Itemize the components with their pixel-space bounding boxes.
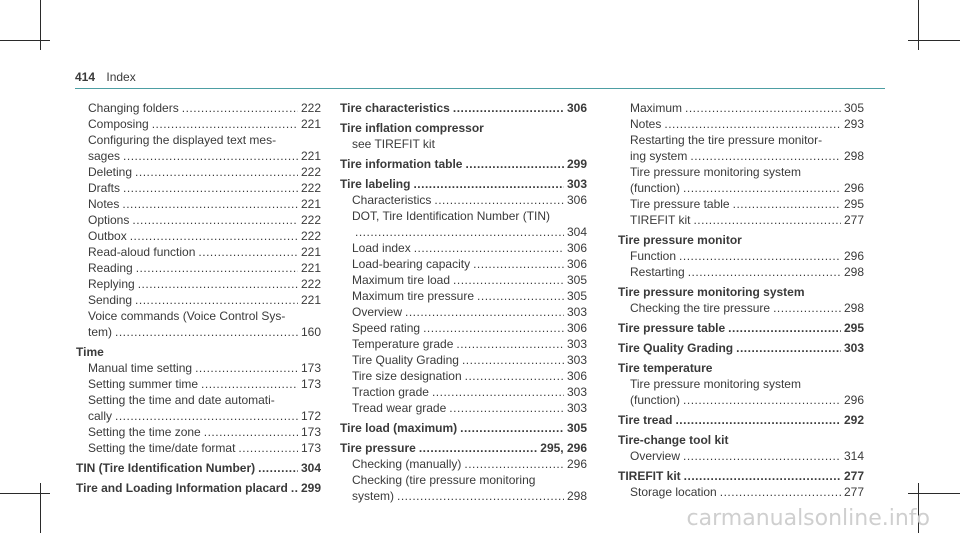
- entry-label: Tire temperature: [618, 361, 713, 375]
- entry-label: Notes: [88, 197, 120, 211]
- index-subentry: [76, 260, 321, 276]
- dot-leader: [238, 440, 298, 456]
- entry-label: Voice commands (Voice Control Sys-: [88, 309, 286, 323]
- entry-label: ing system: [630, 149, 688, 163]
- index-column-3: [618, 100, 864, 500]
- crop-mark: [908, 493, 960, 494]
- index-heading: [618, 320, 864, 336]
- page-reference: 222: [300, 277, 321, 291]
- index-subentry: [340, 400, 587, 416]
- dot-leader: [405, 304, 564, 320]
- dot-leader: [675, 412, 841, 428]
- page-reference: 173: [300, 361, 321, 375]
- index-subentry: [340, 488, 587, 504]
- entry-label: Load-bearing capacity: [352, 257, 471, 271]
- index-heading: [76, 460, 321, 476]
- page-reference: 277: [843, 469, 864, 483]
- dot-leader: [258, 460, 298, 476]
- entry-label: Setting the time zone: [88, 425, 201, 439]
- entry-label: Time: [76, 345, 104, 359]
- page-reference: 222: [300, 165, 321, 179]
- dot-leader: [456, 336, 564, 352]
- page-reference: 296: [843, 249, 864, 263]
- entry-label: Composing: [88, 117, 149, 131]
- entry-label: Temperature grade: [352, 337, 454, 351]
- index-subentry: [76, 324, 321, 340]
- page-reference: 305: [566, 273, 587, 287]
- crop-mark: [0, 493, 50, 494]
- page-reference: 173: [300, 441, 321, 455]
- dot-leader: [135, 292, 298, 308]
- page-reference: 306: [566, 101, 587, 115]
- dot-leader: [414, 240, 564, 256]
- page-reference: 173: [300, 425, 321, 439]
- page-reference: 304: [300, 461, 321, 475]
- entry-label: cally: [88, 409, 113, 423]
- page-reference: 293: [843, 117, 864, 131]
- index-subentry: [76, 148, 321, 164]
- page-reference: 295: [843, 197, 864, 211]
- index-subentry: [618, 148, 864, 164]
- entry-label: Tire pressure table: [618, 321, 726, 335]
- entry-label: Configuring the displayed text mes-: [88, 133, 277, 147]
- dot-leader: [355, 224, 564, 240]
- index-subentry: [340, 272, 587, 288]
- dot-leader: [679, 248, 841, 264]
- crop-mark: [908, 40, 960, 41]
- entry-label: Tire and Loading Information placard: [76, 481, 288, 495]
- page-reference: 222: [300, 101, 321, 115]
- page-number: 414: [75, 70, 96, 84]
- dot-leader: [728, 320, 841, 336]
- index-heading: [340, 156, 587, 172]
- dot-leader: [690, 148, 841, 164]
- entry-label: TIREFIT kit: [630, 213, 691, 227]
- dot-leader: [449, 400, 564, 416]
- index-subentry: [340, 368, 587, 384]
- index-column-1: [76, 100, 321, 496]
- page-reference: 222: [300, 181, 321, 195]
- entry-label: TIREFIT kit: [618, 469, 681, 483]
- page-reference: 298: [566, 489, 587, 503]
- entry-label: Tread wear grade: [352, 401, 447, 415]
- dot-leader: [397, 488, 564, 504]
- index-subentry: [340, 336, 587, 352]
- index-subentry: [618, 300, 864, 316]
- page-reference: 296: [843, 393, 864, 407]
- entry-label: Outbox: [88, 229, 127, 243]
- entry-label: Storage location: [630, 485, 717, 499]
- index-subentry: [618, 484, 864, 500]
- dot-leader: [291, 480, 298, 496]
- entry-label: Sending: [88, 293, 133, 307]
- index-subentry: [76, 424, 321, 440]
- page-reference: 314: [843, 449, 864, 463]
- dot-leader: [136, 260, 298, 276]
- page-reference: 298: [843, 301, 864, 315]
- index-subentry: [76, 292, 321, 308]
- entry-label: Replying: [88, 277, 135, 291]
- index-heading: [340, 176, 587, 192]
- dot-leader: [473, 256, 564, 272]
- entry-label: DOT, Tire Identification Number (TIN): [352, 209, 551, 223]
- entry-label: Tire pressure monitoring system: [630, 165, 801, 179]
- index-subentry: [618, 376, 864, 392]
- dot-leader: [683, 448, 841, 464]
- entry-label: Options: [88, 213, 130, 227]
- index-heading: [340, 120, 587, 136]
- crop-mark: [40, 0, 41, 50]
- index-subentry: [76, 100, 321, 116]
- dot-leader: [123, 148, 298, 164]
- index-heading: [618, 232, 864, 248]
- index-subentry: [76, 276, 321, 292]
- entry-label: Overview: [630, 449, 681, 463]
- page-header: [75, 70, 136, 84]
- entry-label: Drafts: [88, 181, 121, 195]
- index-subentry: [618, 116, 864, 132]
- index-subentry: [618, 448, 864, 464]
- page-reference: 299: [300, 481, 321, 495]
- index-subentry: [340, 136, 587, 152]
- entry-label: Changing folders: [88, 101, 179, 115]
- entry-label: system): [352, 489, 394, 503]
- index-subentry: [618, 180, 864, 196]
- page-reference: 303: [566, 353, 587, 367]
- entry-label: Function: [630, 249, 677, 263]
- page-reference: 299: [566, 157, 587, 171]
- dot-leader: [130, 228, 298, 244]
- entry-label: Tire size designation: [352, 369, 462, 383]
- dot-leader: [685, 100, 841, 116]
- dot-leader: [736, 340, 841, 356]
- page-reference: 306: [566, 257, 587, 271]
- dot-leader: [460, 420, 564, 436]
- page-reference: 295, 296: [540, 441, 587, 455]
- index-column-2: [340, 100, 587, 504]
- entry-label: Tire Quality Grading: [618, 341, 734, 355]
- page-reference: 221: [300, 261, 321, 275]
- dot-leader: [465, 368, 564, 384]
- index-heading: [340, 100, 587, 116]
- page-reference: 306: [566, 321, 587, 335]
- entry-label: Maximum: [630, 101, 683, 115]
- entry-label: Maximum tire load: [352, 273, 451, 287]
- page-reference: 222: [300, 229, 321, 243]
- index-subentry: [340, 256, 587, 272]
- dot-leader: [132, 212, 298, 228]
- header-rule: [75, 88, 885, 89]
- entry-label: Deleting: [88, 165, 133, 179]
- index-subentry: [340, 208, 587, 224]
- page-reference: 221: [300, 117, 321, 131]
- index-subentry: [618, 212, 864, 228]
- index-subentry: [76, 308, 321, 324]
- entry-label: Checking (tire pressure monitoring: [352, 473, 536, 487]
- index-subentry: [76, 244, 321, 260]
- entry-label: Tire pressure monitoring system: [618, 285, 805, 299]
- index-subentry: [618, 132, 864, 148]
- dot-leader: [138, 276, 298, 292]
- entry-label: Tire Quality Grading: [352, 353, 459, 367]
- dot-leader: [432, 384, 564, 400]
- entry-label: Load index: [352, 241, 411, 255]
- index-subentry: [76, 164, 321, 180]
- page-reference: 303: [566, 385, 587, 399]
- index-heading: [618, 360, 864, 376]
- entry-label: Restarting: [630, 265, 685, 279]
- page-reference: 221: [300, 293, 321, 307]
- entry-label: Reading: [88, 261, 133, 275]
- entry-label: Traction grade: [352, 385, 429, 399]
- dot-leader: [198, 244, 298, 260]
- page-reference: 160: [300, 325, 321, 339]
- page-reference: 303: [843, 341, 864, 355]
- page-reference: 222: [300, 213, 321, 227]
- index-subentry: [340, 352, 587, 368]
- entry-label: Manual time setting: [88, 361, 193, 375]
- entry-label: (function): [630, 181, 681, 195]
- dot-leader: [152, 116, 298, 132]
- index-heading: [76, 344, 321, 360]
- index-subentry: [76, 196, 321, 212]
- dot-leader: [693, 212, 841, 228]
- page-reference: 295: [843, 321, 864, 335]
- entry-label: Speed rating: [352, 321, 421, 335]
- entry-label: Checking the tire pressure: [630, 301, 771, 315]
- index-subentry: [340, 384, 587, 400]
- page-reference: 305: [566, 289, 587, 303]
- index-subentry: [76, 440, 321, 456]
- page-reference: 303: [566, 305, 587, 319]
- index-heading: [618, 432, 864, 448]
- dot-leader: [419, 440, 537, 456]
- index-subentry: [76, 132, 321, 148]
- dot-leader: [464, 456, 564, 472]
- dot-leader: [201, 376, 298, 392]
- dot-leader: [733, 196, 841, 212]
- page-reference: 292: [843, 413, 864, 427]
- entry-label: tem): [88, 325, 112, 339]
- dot-leader: [684, 468, 841, 484]
- index-subentry: [618, 100, 864, 116]
- index-subentry: [340, 192, 587, 208]
- page-reference: 305: [566, 421, 587, 435]
- crop-mark: [40, 483, 41, 533]
- dot-leader: [465, 156, 564, 172]
- page-reference: 296: [566, 457, 587, 471]
- entry-label: (function): [630, 393, 681, 407]
- entry-label: Restarting the tire pressure monitor-: [630, 133, 823, 147]
- dot-leader: [122, 196, 298, 212]
- page-reference: 303: [566, 337, 587, 351]
- page-reference: 303: [566, 177, 587, 191]
- dot-leader: [182, 100, 298, 116]
- entry-label: Tire load (maximum): [340, 421, 458, 435]
- entry-label: Tire labeling: [340, 177, 411, 191]
- index-subentry: [340, 288, 587, 304]
- index-heading: [340, 440, 587, 456]
- dot-leader: [195, 360, 298, 376]
- index-heading: [618, 412, 864, 428]
- entry-label: Notes: [630, 117, 662, 131]
- index-subentry: [76, 392, 321, 408]
- entry-label: Tire inflation compressor: [340, 121, 484, 135]
- entry-label: TIN (Tire Identification Number): [76, 461, 256, 475]
- index-subentry: [340, 320, 587, 336]
- dot-leader: [135, 164, 298, 180]
- dot-leader: [434, 192, 564, 208]
- entry-label: sages: [88, 149, 121, 163]
- entry-label: Setting the time/date format: [88, 441, 236, 455]
- index-heading: [618, 468, 864, 484]
- dot-leader: [683, 392, 841, 408]
- entry-label: Tire-change tool kit: [618, 433, 729, 447]
- index-subentry: [340, 472, 587, 488]
- index-subentry: [76, 116, 321, 132]
- entry-label: Maximum tire pressure: [352, 289, 475, 303]
- dot-leader: [123, 180, 298, 196]
- page-reference: 277: [843, 213, 864, 227]
- index-subentry: [76, 408, 321, 424]
- dot-leader: [773, 300, 841, 316]
- index-subentry: [618, 392, 864, 408]
- page-reference: 306: [566, 193, 587, 207]
- crop-mark: [0, 40, 50, 41]
- page-reference: 221: [300, 245, 321, 259]
- entry-label: Setting summer time: [88, 377, 199, 391]
- page-reference: 305: [843, 101, 864, 115]
- index-subentry: [76, 212, 321, 228]
- page-reference: 296: [843, 181, 864, 195]
- entry-label: Read-aloud function: [88, 245, 196, 259]
- index-subentry: [76, 360, 321, 376]
- index-subentry: [340, 456, 587, 472]
- entry-label: Tire characteristics: [340, 101, 450, 115]
- entry-label: Checking (manually): [352, 457, 462, 471]
- page-reference: 173: [300, 377, 321, 391]
- index-subentry: [618, 164, 864, 180]
- page-reference: 221: [300, 149, 321, 163]
- entry-label: Tire pressure monitoring system: [630, 377, 801, 391]
- index-subentry: [76, 180, 321, 196]
- page-title: Index: [106, 70, 136, 84]
- dot-leader: [477, 288, 564, 304]
- dot-leader: [688, 264, 841, 280]
- entry-label: Tire pressure: [340, 441, 416, 455]
- dot-leader: [423, 320, 564, 336]
- index-heading: [76, 480, 321, 496]
- dot-leader: [720, 484, 841, 500]
- index-subentry: [340, 304, 587, 320]
- entry-label: Characteristics: [352, 193, 432, 207]
- dot-leader: [413, 176, 564, 192]
- dot-leader: [204, 424, 298, 440]
- crop-mark: [918, 0, 919, 50]
- page-reference: 306: [566, 369, 587, 383]
- page-reference: 304: [566, 225, 587, 239]
- index-subentry: [618, 264, 864, 280]
- entry-label: Overview: [352, 305, 403, 319]
- dot-leader: [115, 408, 298, 424]
- dot-leader: [462, 352, 564, 368]
- index-subentry: [340, 240, 587, 256]
- page-reference: 303: [566, 401, 587, 415]
- index-subentry: [618, 196, 864, 212]
- dot-leader: [115, 324, 298, 340]
- index-subentry: [340, 224, 587, 240]
- page-reference: 221: [300, 197, 321, 211]
- dot-leader: [664, 116, 841, 132]
- entry-label: Tire information table: [340, 157, 463, 171]
- dot-leader: [683, 180, 841, 196]
- dot-leader: [453, 272, 564, 288]
- watermark: carmanualsonline.info: [686, 506, 930, 531]
- index-heading: [618, 284, 864, 300]
- index-heading: [618, 340, 864, 356]
- page-reference: 298: [843, 149, 864, 163]
- page-reference: 306: [566, 241, 587, 255]
- entry-label: Tire pressure monitor: [618, 233, 742, 247]
- dot-leader: [453, 100, 564, 116]
- index-subentry: [76, 228, 321, 244]
- entry-label: Setting the time and date automati-: [88, 393, 275, 407]
- page-reference: 298: [843, 265, 864, 279]
- entry-label: Tire pressure table: [630, 197, 730, 211]
- entry-label: Tire tread: [618, 413, 673, 427]
- page-reference: 277: [843, 485, 864, 499]
- page-reference: 172: [300, 409, 321, 423]
- entry-label: see TIREFIT kit: [352, 137, 435, 151]
- index-subentry: [76, 376, 321, 392]
- index-subentry: [618, 248, 864, 264]
- index-heading: [340, 420, 587, 436]
